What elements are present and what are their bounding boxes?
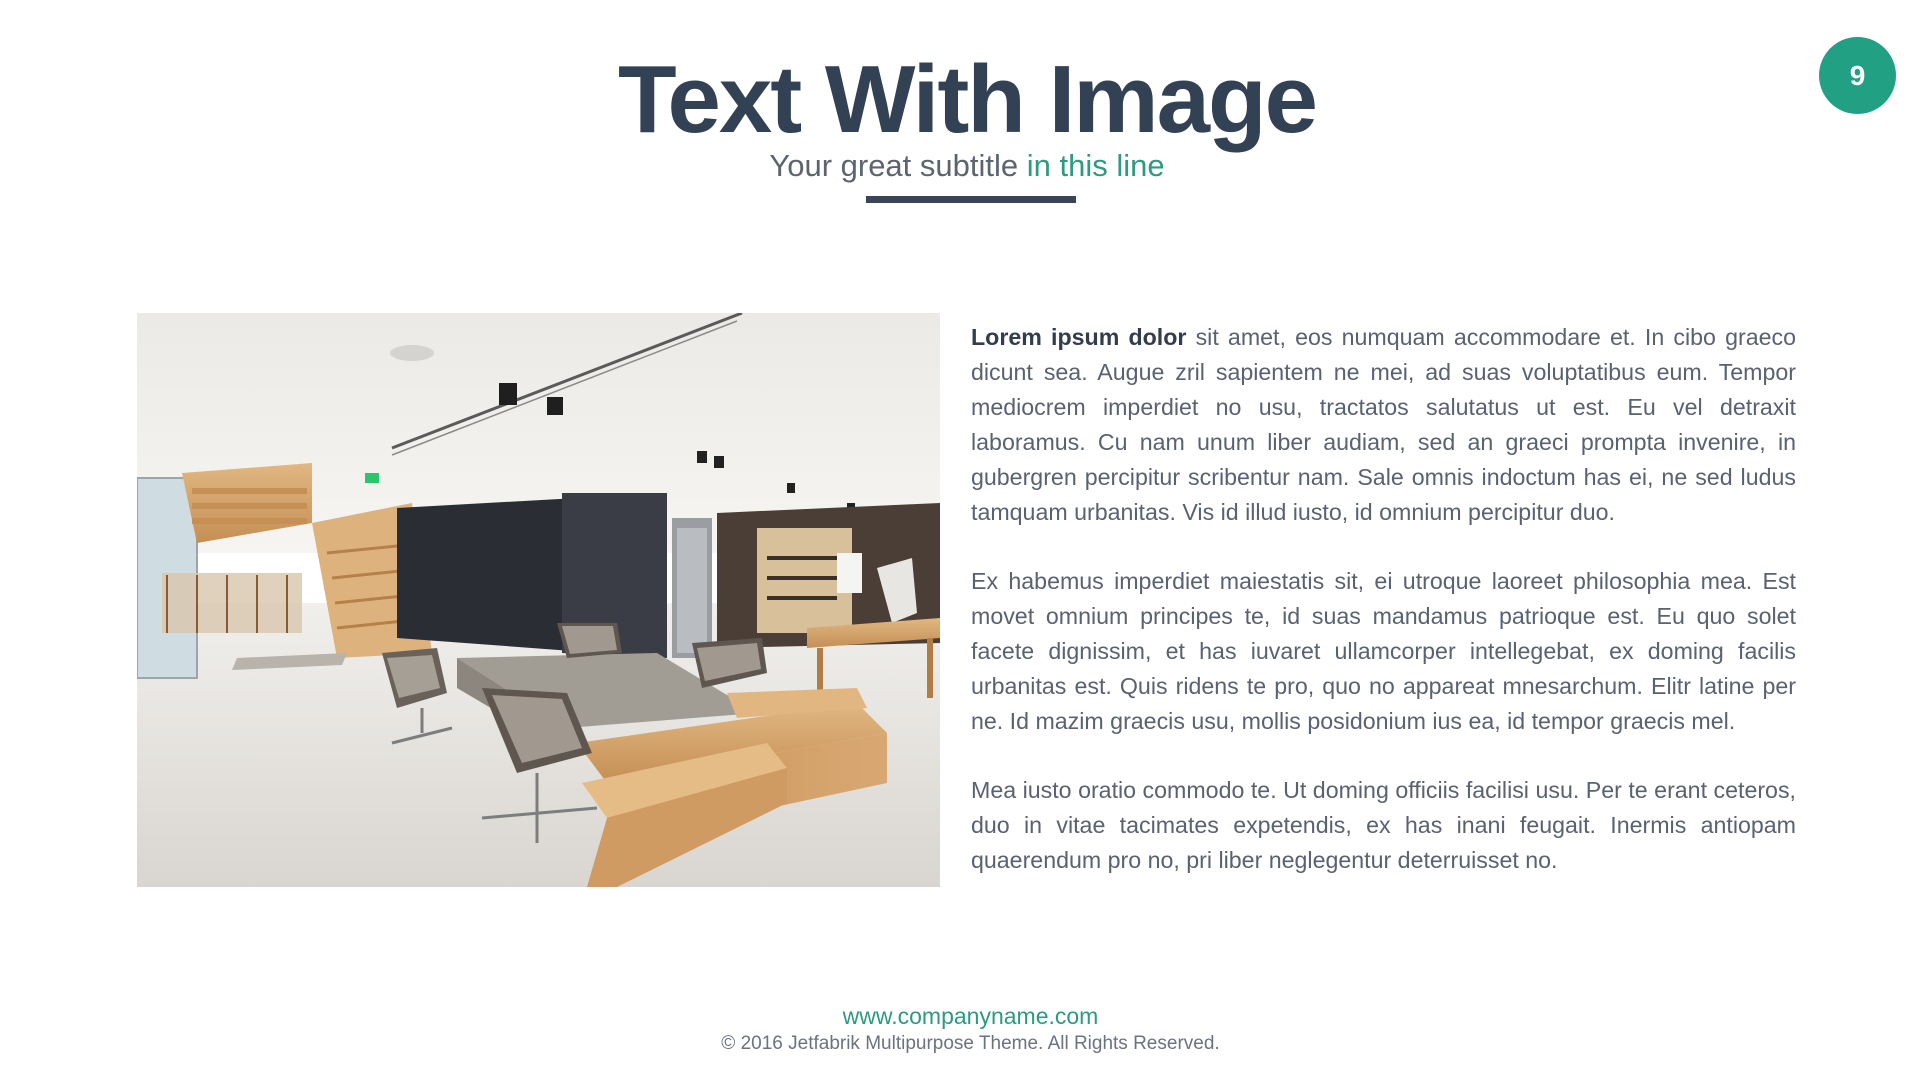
slide-title: Text With Image <box>617 46 1317 153</box>
footer-website-link[interactable]: www.companyname.com <box>842 1003 1099 1029</box>
office-lobby-photo <box>137 313 940 887</box>
footer-copyright: © 2016 Jetfabrik Multipurpose Theme. All Rights Reserved. <box>721 1033 1220 1054</box>
title-underline <box>866 196 1076 203</box>
paragraph-1-text: sit amet, eos numquam accommodare et. In cibo graeco dicunt sea. Augue zril sapientem ne mei, ad suas voluptatibus eum. Tempor mediocrem imperdiet no usu, tractatos salutatus ut est. Eu vel detraxit laboramus. Cu nam unum liber audiam, sed an graeci prompta invenire, in gubergren percipitur scribentur nam. Sale omnis indoctum has ei, ne sed ludus tamquam urbanitas. Vis id illud iusto, id omnium percipitur duo. <box>971 324 1796 525</box>
subtitle-accent-text: in this line <box>1026 148 1165 183</box>
paragraph-1-lead: Lorem ipsum dolor <box>971 324 1187 350</box>
paragraph-3: Mea iusto oratio commodo te. Ut doming officiis facilisi usu. Per te erant ceteros, duo in vitae tacimates expetendis, ex has inani feugait. Inermis antiopam quaerendum pro no, pri liber neglegentur deterruisset no. <box>971 777 1796 873</box>
body-text <box>971 320 1796 912</box>
paragraph-2: Ex habemus imperdiet maiestatis sit, ei utroque laoreet philosophia mea. Est movet omnium principes te, id suas mandamus patrioque est. Eu quo solet facete dignissim, et has iuvaret ullamcorper intellegebat, ex doming facilis urbanitas est. Quis ridens te pro, quo no appareat mnesarchum. Elitr latine per ne. Id mazim graecis usu, mollis posidonium ius ea, id tempor graecis mel. <box>971 568 1796 734</box>
page-number-badge: 9 <box>1819 37 1896 114</box>
slide-subtitle <box>0 146 1920 186</box>
subtitle-main-text: Your great subtitle <box>769 148 1019 183</box>
paragraph-1 <box>971 320 1796 530</box>
